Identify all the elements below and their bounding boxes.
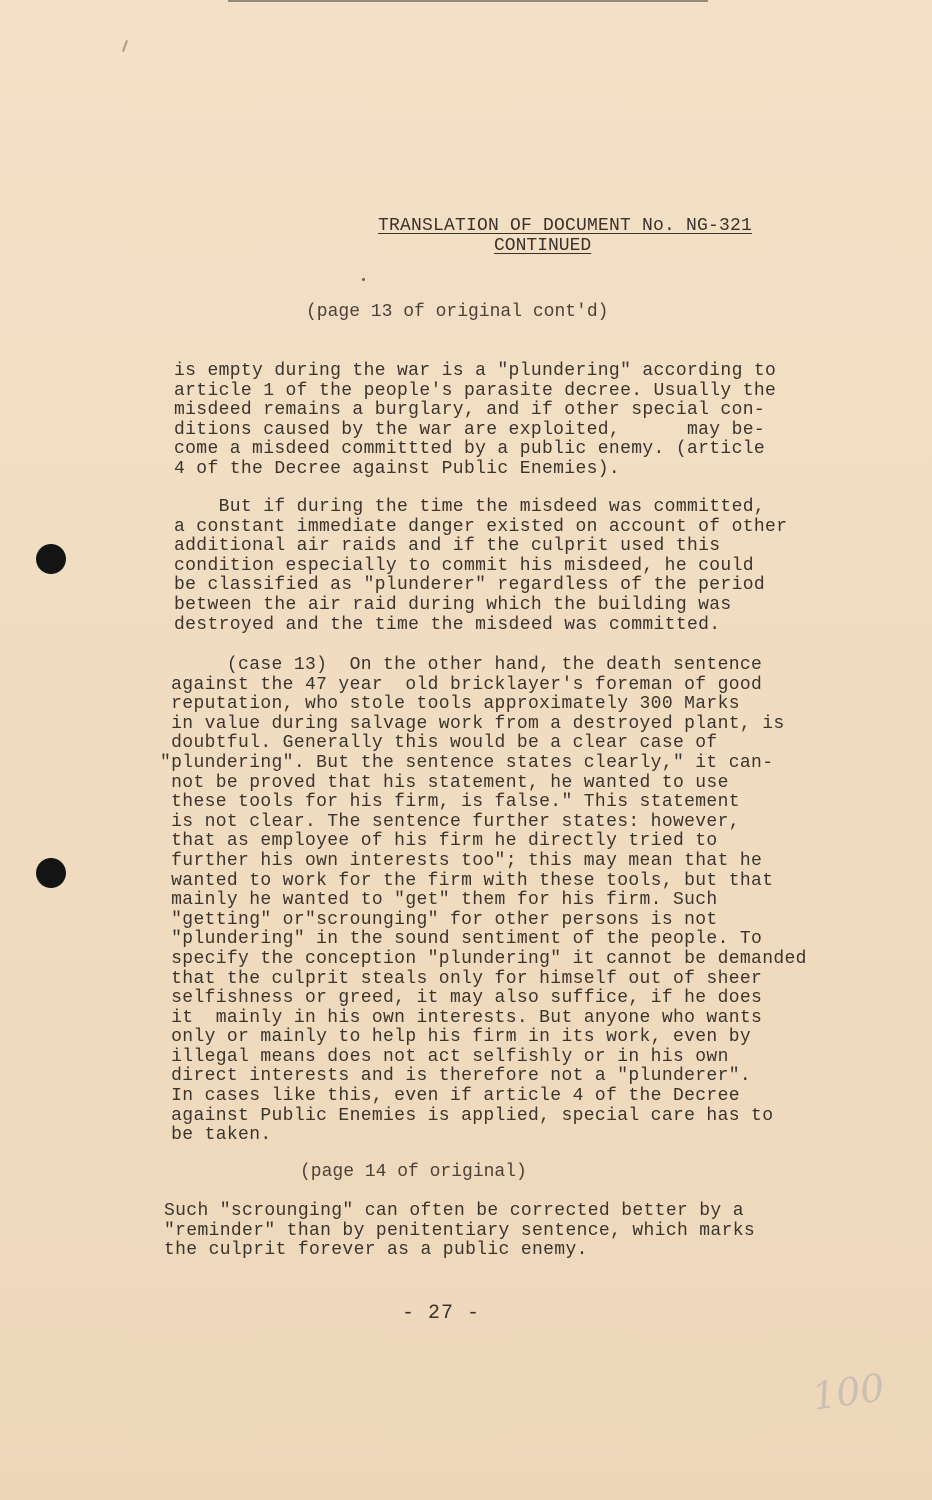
page-reference-note: (page 14 of original) xyxy=(300,1162,527,1182)
document-title: TRANSLATION OF DOCUMENT No. NG-321 xyxy=(378,216,753,236)
punch-hole-icon xyxy=(36,544,66,574)
paragraph-3: (case 13) On the other hand, the death sentence against the 47 year old bricklayer's foreman of good reputation, who stole tools approximately 300 Marks in value during salvage work from a destroyed plant, is doubtful. Generally this would be a clear case of "plundering". But the sentence states clearly," it can- not be proved that his statement, he wanted to use these tools for his firm, is false." This statement is not clear. The sentence further states: however, that as employee of his firm he directly tried to further his own interests too"; this may mean that he wanted to work for the firm with these tools, but that mainly he wanted to "get" them for his firm. Such "getting" or"scrounging" for other persons is not "plundering" in the sound sentiment of the people. To specify the conception "plundering" it cannot be demanded that the culprit steals only for himself out of sheer selfishness or greed, it may also suffice, if he does it mainly in his own interests. But anyone who wants only or mainly to help his firm in its work, even by illegal means does not act selfishly or in his own direct interests and is therefore not a "plunderer". In cases like this, even if article 4 of the Decree against Public Enemies is applied, special care has to be taken. xyxy=(160,655,807,1146)
top-edge-line xyxy=(228,0,708,2)
handwritten-page-number: 100 xyxy=(809,1365,888,1419)
paragraph-2: But if during the time the misdeed was committed, a constant immediate danger existed on account of other additional air raids and if the culprit used this condition especially to commit his misdeed, he could be classified as "plunderer" regardless of the period between the air raid during which the building was destroyed and the time the misdeed was committed. xyxy=(174,497,788,635)
paragraph-1: is empty during the war is a "plundering" according to article 1 of the people's parasite decree. Usually the misdeed remains a burglary, and if other special con- ditions caused by the war are exploited, may be- come a misdeed committted by a public enemy. (article 4 of the Decree against Public Enemies). xyxy=(174,361,777,479)
document-subtitle: CONTINUED xyxy=(494,236,592,256)
page-number: - 27 - xyxy=(402,1302,481,1325)
page-reference-note: (page 13 of original cont'd) xyxy=(306,302,609,322)
pencil-mark xyxy=(122,40,128,52)
punch-hole-icon xyxy=(36,858,66,888)
paragraph-4: Such "scrounging" can often be corrected better by a "reminder" than by penitentiary sentence, which marks the culprit forever as a public enemy. xyxy=(164,1201,756,1261)
ink-dot xyxy=(362,278,365,281)
